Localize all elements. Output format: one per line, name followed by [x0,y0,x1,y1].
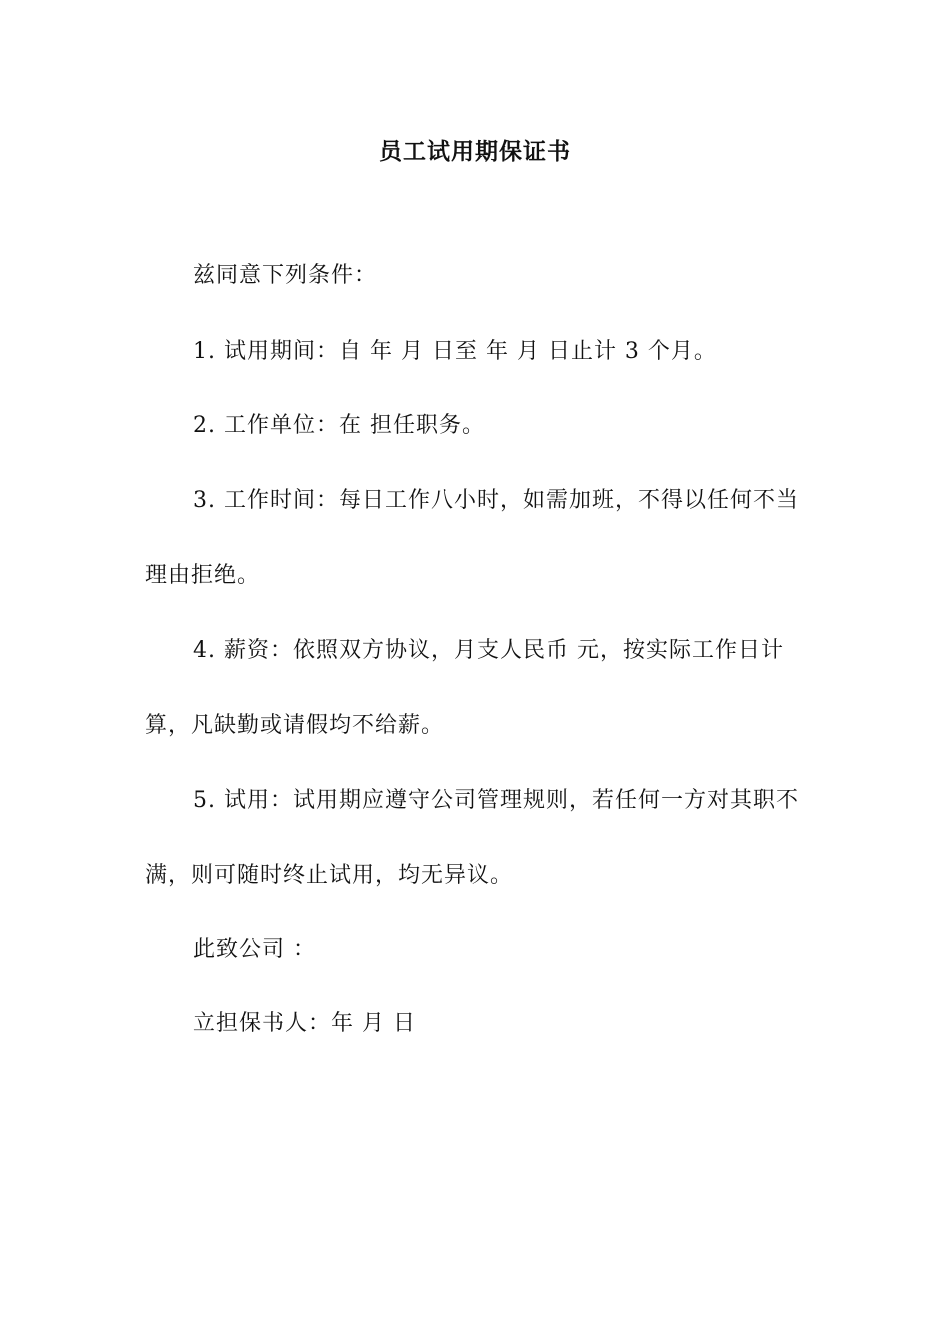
clause-5-probation-terms: 5. 试用：试用期应遵守公司管理规则，若任何一方对其职不满，则可随时终止试用，均无异议。 [145,788,799,888]
clause-4-salary: 4. 薪资：依照双方协议，月支人民币 元，按实际工作日计算，凡缺勤或请假均不给薪。 [145,638,784,738]
intro-paragraph: 兹同意下列条件： [193,263,378,288]
closing-line: 此致公司 ： [193,937,316,962]
clause-1-probation-period: 1. 试用期间：自 年 月 日至 年 月 日止计 3 个月。 [193,339,717,364]
document-title: 员工试用期保证书 [379,138,571,165]
clause-2-work-unit: 2. 工作单位：在 担任职务。 [193,413,485,438]
clause-3-working-hours: 3. 工作时间：每日工作八小时，如需加班，不得以任何不当理由拒绝。 [145,488,799,588]
signature-line: 立担保书人：年 月 日 [193,1011,416,1036]
